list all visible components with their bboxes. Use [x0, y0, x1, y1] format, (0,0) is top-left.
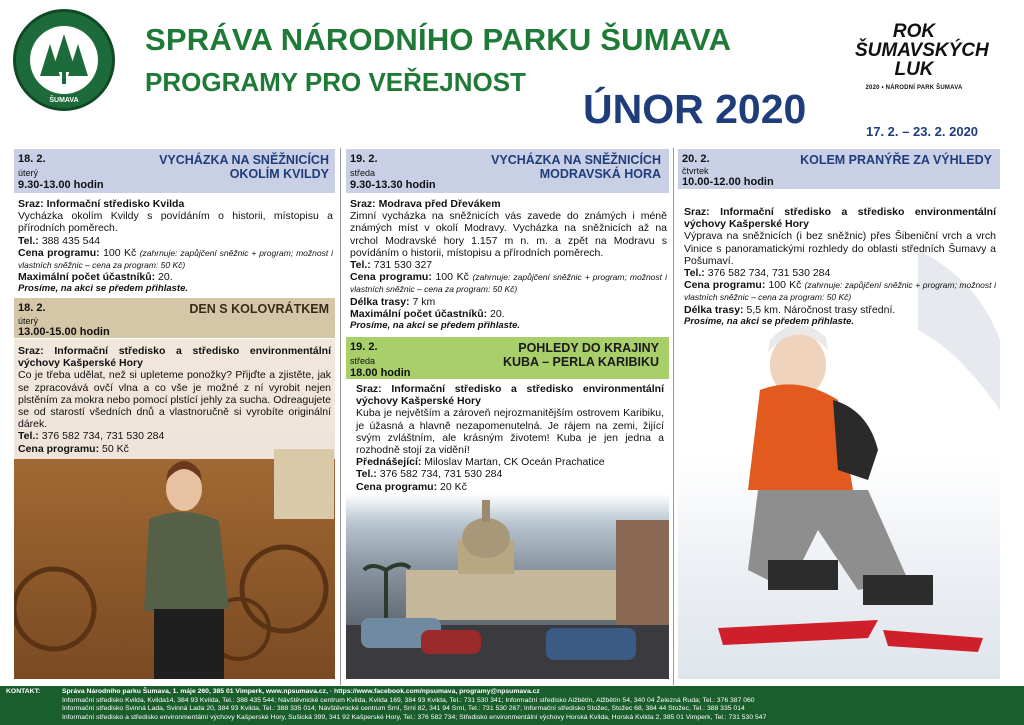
event-time: 18.00 hodin [350, 367, 411, 379]
meet-place: Informační středisko Kvilda [46, 198, 185, 210]
meet-label: Sraz: [18, 345, 44, 357]
registration-note: Prosíme, na akci se předem přihlaste. [350, 320, 521, 332]
tel-value: 376 582 734, 731 530 284 [379, 468, 503, 481]
tel-label: Tel.: [356, 468, 377, 481]
meet-place: Modrava před Dřevákem [378, 198, 501, 210]
event-time: 10.00-12.00 hodin [682, 176, 774, 188]
price-label: Cena programu: [350, 271, 432, 284]
event-time: 13.00-15.00 hodin [18, 326, 110, 338]
event-header-kuba [346, 337, 669, 379]
footer-line4: Informační středisko a středisko environmentální výchovy Kašperské Hory, Sušická 399, 341 92 Kašperské Hory, Tel.: 376 582 734; Středisko environmentální výchovy Horská Kvilda, Horská Kvilda 2, 385 01 Vimperk, Tel.: 731 530 547 [62, 713, 767, 721]
price-value: 100 Kč [768, 279, 802, 292]
event-title-line1: POHLEDY DO KRAJINY [518, 341, 659, 355]
event-body-kolovratek [18, 345, 331, 455]
column-divider [673, 148, 674, 685]
event-date: 19. 2. [350, 341, 378, 353]
event-title-line1: VYCHÁZKA NA SNĚŽNICÍCH [491, 153, 661, 167]
meet-label: Sraz: [350, 198, 376, 210]
price-label: Cena programu: [18, 246, 100, 259]
week-date-range: 17. 2. – 23. 2. 2020 [866, 124, 979, 139]
event-title-line2: OKOLÍM KVILDY [229, 167, 329, 181]
contact-footer [0, 686, 1024, 725]
meet-label: Sraz: [356, 383, 382, 395]
event-date: 18. 2. [18, 153, 46, 165]
rok-line2: ŠUMAVSKÝCH [855, 40, 989, 61]
np-sumava-logo [13, 9, 115, 111]
price-label: Cena programu: [18, 442, 100, 455]
page-subtitle: PROGRAMY PRO VEŘEJNOST [145, 67, 526, 97]
event-day: středa [350, 168, 376, 178]
event-description: Kuba je největším a zároveň nejrozmanitějším ostrovem Karibiku, je úžasná a hlavně nezapomenutelná. Je rájem na zemi, žijící svým zvláštním, ale krásným životem! Kuba je jen jedna a rozhodně stojí za vidění! [356, 407, 664, 457]
event-header-kolovratek [14, 298, 335, 338]
meet-label: Sraz: [18, 198, 44, 210]
event-title [439, 341, 659, 369]
event-description: Zimní vycházka na sněžnicích vás zavede do známých i méně známých míst v okolí Modravy. Vycházka na sněžnicích až na vrchol Modravské hory 1.157 m n. m. a zpět na Modravu s povídáním o historii, místopisu a přírodních poměrech. [350, 210, 667, 259]
tel-label: Tel.: [18, 430, 39, 443]
max-label: Maximální počet účastníků: [350, 307, 488, 320]
event-description: Výprava na sněžnicích (i bez sněžnic) přes Šibeniční vrch a vrch Vinice s panoramatickými rozhledy do oblasti středních Šumavy a Pošumaví. [684, 230, 996, 267]
event-title-line2: MODRAVSKÁ HORA [539, 167, 661, 181]
tel-label: Tel.: [684, 267, 705, 280]
length-value: 7 km [412, 295, 436, 308]
price-label: Cena programu: [356, 480, 438, 493]
max-value: 20. [490, 307, 505, 320]
event-description: Co je třeba udělat, než si upleteme ponožky? Přijďte a zjistěte, jak se zpracovává ovčí vlna a co vše je možné z ní vyrobit nejen plstěním za mokra nebo pomocí plstící jehly za sucha. Odreagujete se od starostí všedních dnů a vlastnoručně si vyrobíte originální dárek. [18, 369, 331, 431]
rok-line1: ROK [892, 21, 936, 42]
event-day: čtvrtek [682, 166, 709, 176]
length-value: 5,5 km. Náročnost trasy střední. [746, 303, 896, 316]
rok-sub: 2020 • NÁRODNÍ PARK ŠUMAVA [865, 85, 963, 91]
price-label: Cena programu: [684, 279, 766, 292]
event-body-pranyr [684, 206, 996, 328]
max-value: 20. [158, 271, 173, 284]
rok-line3: LUK [894, 59, 934, 80]
speaker-value: Miloslav Martan, CK Oceán Prachatice [424, 456, 605, 469]
event-title: KOLEM PRANÝŘE ZA VÝHLEDY [800, 153, 992, 167]
footer-lines [62, 688, 766, 722]
event-time: 9.30-13.00 hodin [18, 179, 104, 191]
event-title-line2: KUBA – PERLA KARIBIKU [502, 355, 659, 369]
event-header-modrava [346, 149, 669, 193]
tel-label: Tel.: [18, 234, 39, 247]
price-note: (zahrnuje: zapůjčení sněžnic + program; možnost i vlastních sněžnic – cena za program: 50 Kč) [18, 247, 333, 271]
footer-line2: Informační středisko Kvilda, Kvilda14, 384 93 Kvilda, Tel.: 388 435 544; Návštěvnické centrum Kvilda, Kvilda 169, 384 93 Kvilda, Tel.: 731 530 341; Informační středisko Alžbětín, Alžbětín 54, 340 04 Železná Ruda; Tel.: 376 387 060 [62, 696, 755, 704]
rok-sumavskych-luk-logo [855, 21, 989, 91]
column-divider [340, 148, 341, 685]
logo-emblem-icon [16, 12, 112, 108]
event-date: 18. 2. [18, 302, 46, 314]
event-header-pranyr [678, 149, 1000, 189]
price-value: 20 Kč [440, 480, 467, 493]
price-value: 100 Kč [435, 271, 469, 284]
event-body-modrava [350, 198, 667, 332]
month-heading: ÚNOR 2020 [583, 86, 807, 132]
length-label: Délka trasy: [684, 303, 744, 316]
event-day: úterý [18, 316, 39, 326]
meet-label: Sraz: [684, 206, 710, 218]
footer-label: KONTAKT: [6, 688, 41, 695]
meet-place: Informační středisko a středisko environmentální výchovy Kašperské Hory [18, 345, 331, 370]
meet-place: Informační středisko a středisko environmentální výchovy Kašperské Hory [356, 383, 664, 408]
tel-value: 388 435 544 [41, 234, 101, 247]
price-note: (zahrnuje: zapůjčení sněžnic + program; možnost i vlastních sněžnic – cena za program: 50 Kč) [350, 272, 667, 295]
event-title [109, 153, 329, 181]
price-note: (zahrnuje: zapůjčení sněžnic + program; možnost i vlastních sněžnic – cena za program: 50 Kč) [684, 280, 996, 303]
page-title: SPRÁVA NÁRODNÍHO PARKU ŠUMAVA [145, 22, 732, 57]
event-body-kvilda [18, 198, 333, 296]
tel-value: 376 582 734, 731 530 284 [707, 267, 831, 280]
event-body-kuba [356, 383, 664, 493]
event-day: středa [350, 356, 376, 366]
event-title-line1: VYCHÁZKA NA SNĚŽNICÍCH [159, 153, 329, 167]
length-label: Délka trasy: [350, 295, 410, 308]
event-description: Vycházka okolím Kvildy s povídáním o historii, místopisu a přírodních poměrech. [18, 210, 333, 235]
speaker-label: Přednášející: [356, 456, 422, 469]
price-value: 100 Kč [103, 246, 137, 259]
event-title [441, 153, 661, 181]
event-header-kvilda [14, 149, 335, 193]
logo-bottom-text: ŠUMAVA [49, 97, 79, 104]
event-title: DEN S KOLOVRÁTKEM [189, 302, 329, 316]
registration-note: Prosíme, na akci se předem přihlaste. [18, 283, 189, 295]
registration-note: Prosíme, na akci se předem přihlaste. [684, 315, 855, 327]
event-date: 19. 2. [350, 153, 378, 165]
meet-place: Informační středisko a středisko environmentální výchovy Kašperské Hory [684, 206, 996, 231]
tel-label: Tel.: [350, 259, 371, 272]
footer-line1[interactable]: Správa Národního parku Šumava, 1. máje 260, 385 01 Vimperk, www.npsumava.cz, · https://www.facebook.com/npsumava, programy@npsumava.cz [62, 688, 540, 695]
tel-value: 731 530 327 [373, 259, 433, 272]
event-day: úterý [18, 168, 39, 178]
price-value: 50 Kč [102, 442, 129, 455]
tel-value: 376 582 734, 731 530 284 [41, 430, 165, 443]
event-date: 20. 2. [682, 153, 710, 165]
max-label: Maximální počet účastníků: [18, 271, 156, 284]
footer-line3: Informační středisko Svinná Lada, Svinná Lada 20, 384 93 Kvilda, Tel.: 388 335 014; Návštěvnické centrum Srní, Srní 82, 341 94 Srní, Tel.: 731 530 267; Informační středisko Stožec, Stožec 68, 384 44 Stožec, Tel.: 388 335 014 [62, 705, 745, 713]
event-time: 9.30-13.30 hodin [350, 179, 436, 191]
